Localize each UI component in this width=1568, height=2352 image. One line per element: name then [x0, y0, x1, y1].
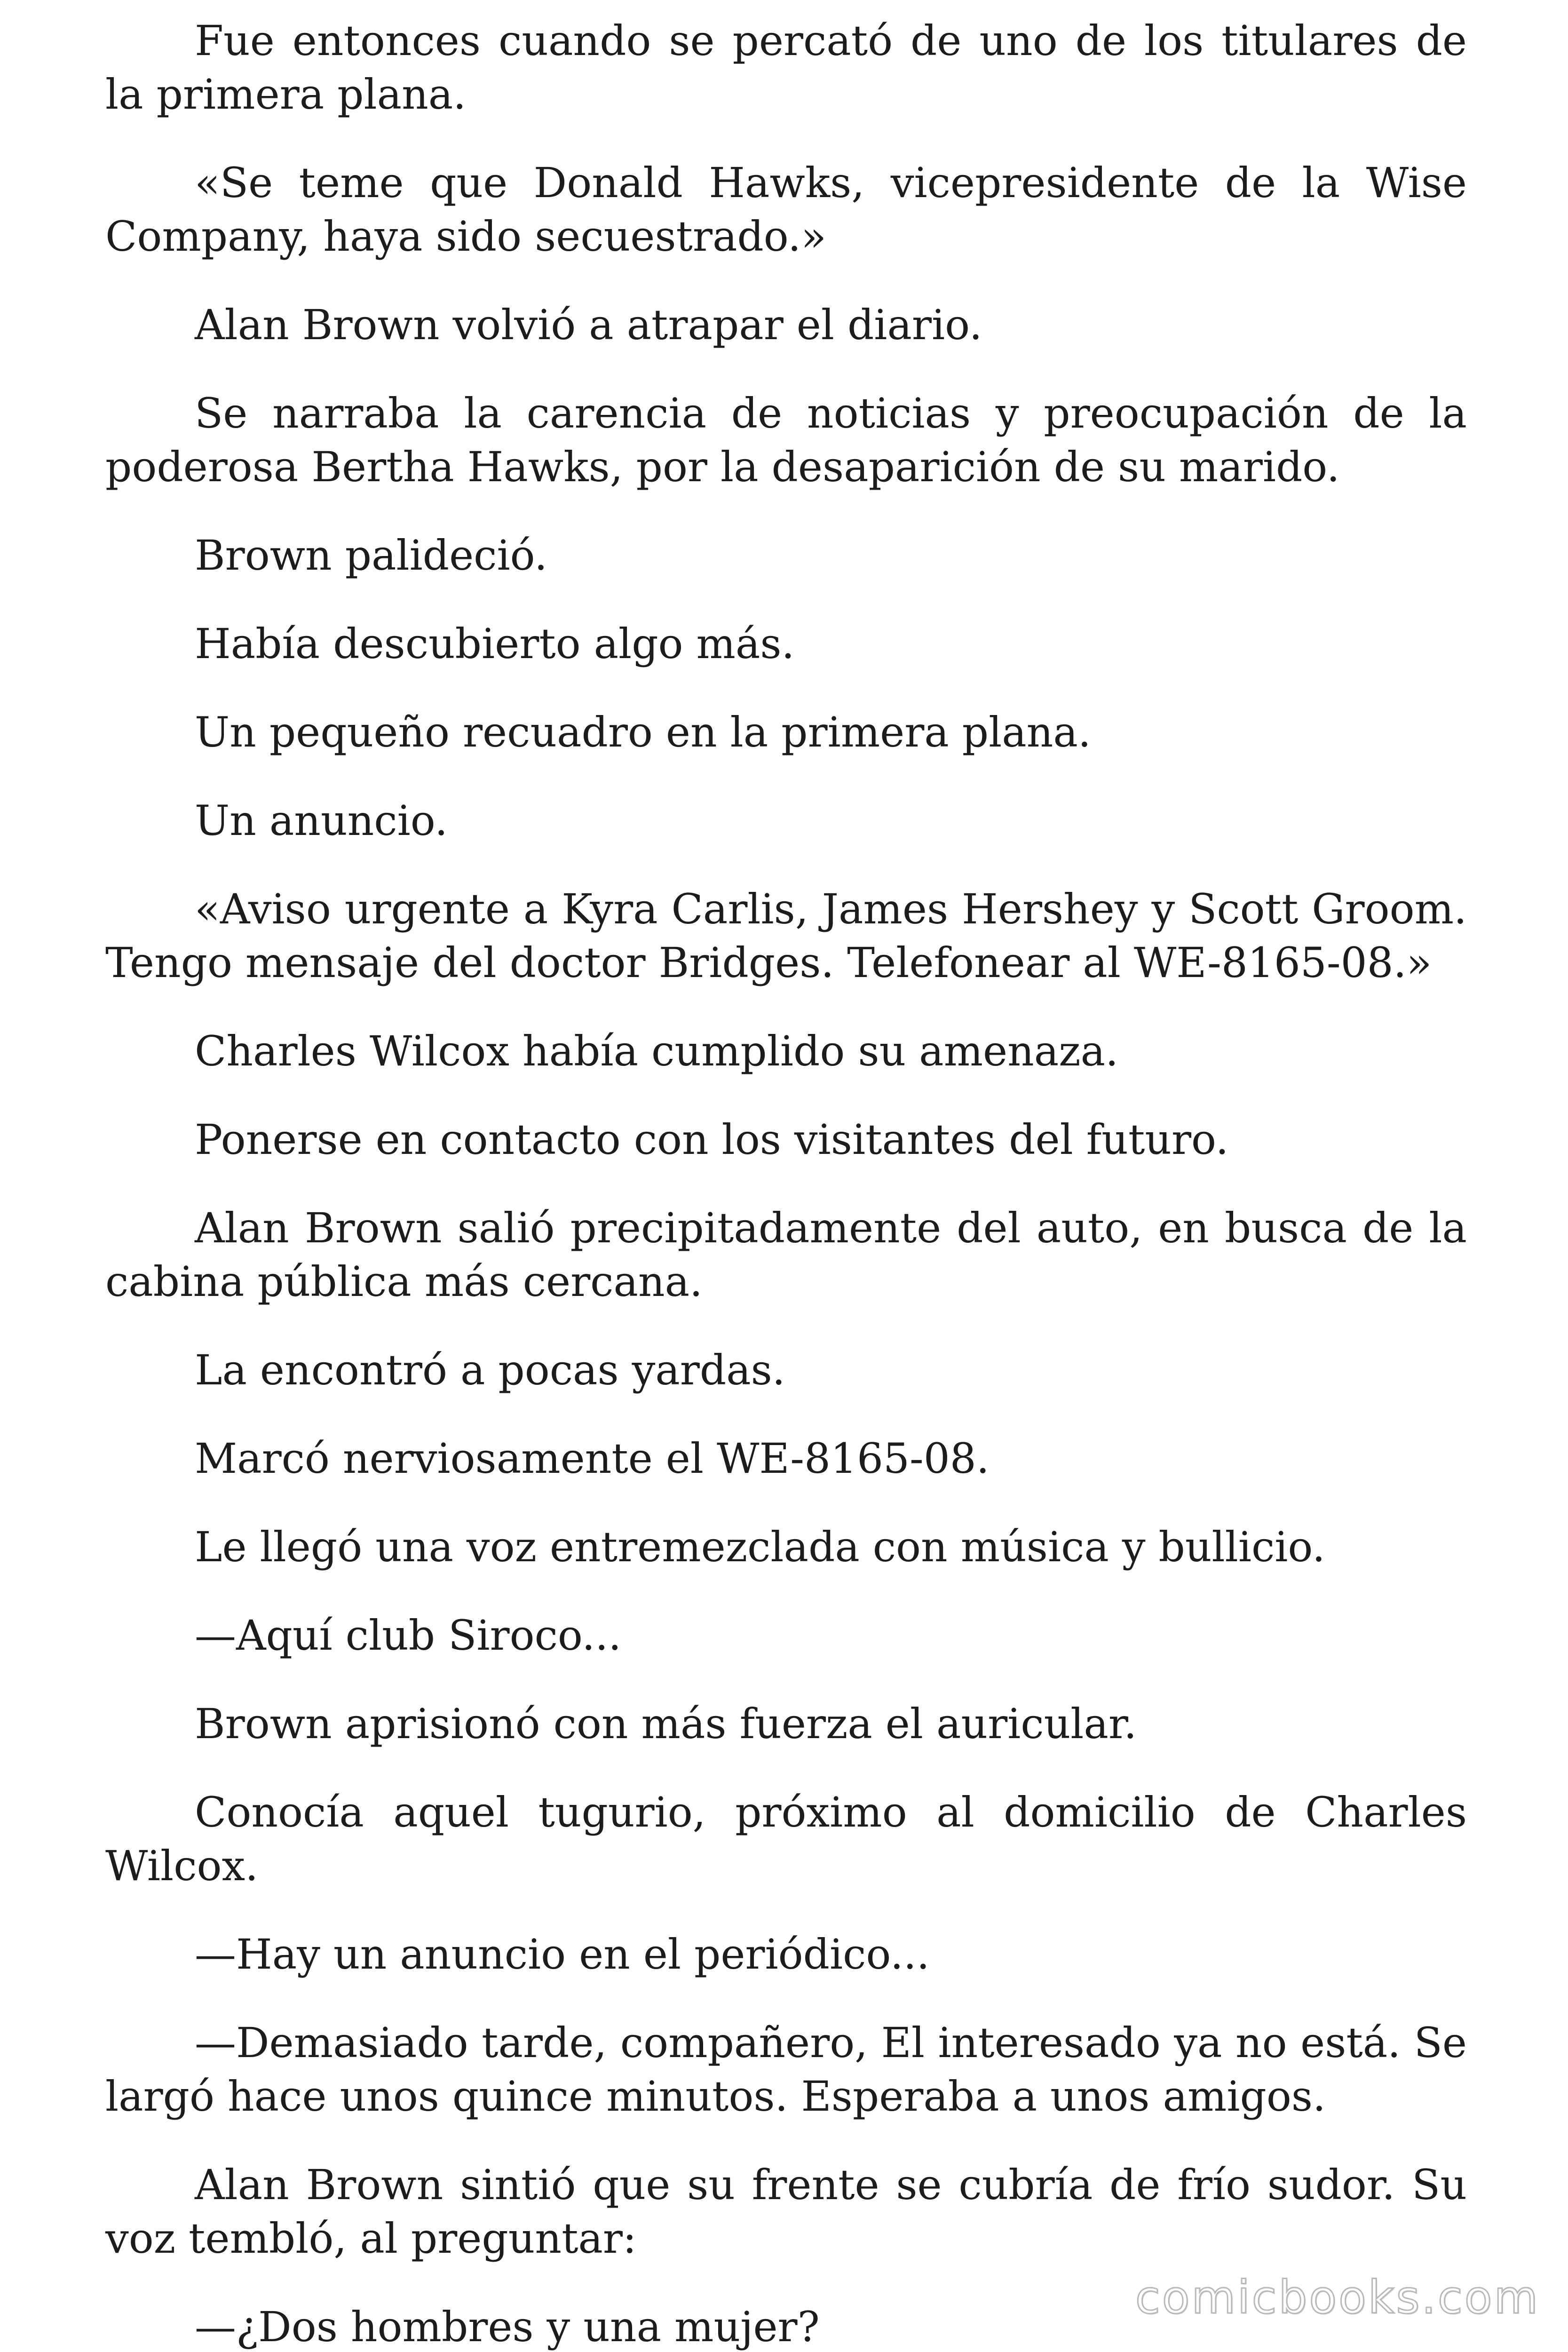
paragraph: Alan Brown sintió que su frente se cubría de frío sudor. Su voz tembló, al preguntar: — [105, 2161, 1467, 2263]
paragraph: «Aviso urgente a Kyra Carlis, James Hershey y Scott Groom. Tengo mensaje del doctor Bridges. Telefonear al WE-8165-08.» — [105, 885, 1467, 987]
paragraph: Se narraba la carencia de noticias y preocupación de la poderosa Bertha Hawks, por la desaparición de su marido. — [105, 389, 1467, 491]
paragraph: «Se teme que Donald Hawks, vicepresidente de la Wise Company, haya sido secuestrado.» — [105, 159, 1467, 261]
paragraph: Brown palideció. — [195, 531, 548, 580]
paragraph: —Hay un anuncio en el periódico... — [195, 1930, 930, 1979]
page-body — [105, 14, 1467, 2352]
paragraph: Marcó nerviosamente el WE-8165-08. — [195, 1434, 990, 1483]
paragraph: —¿Dos hombres y una mujer? — [195, 2303, 820, 2351]
paragraph: Ponerse en contacto con los visitantes del futuro. — [195, 1115, 1229, 1164]
paragraph: Un anuncio. — [195, 796, 448, 845]
paragraph: Le llegó una voz entremezclada con música y bullicio. — [195, 1523, 1325, 1571]
paragraph: Alan Brown volvió a atrapar el diario. — [195, 301, 982, 349]
paragraph: Fue entonces cuando se percató de uno de los titulares de la primera plana. — [105, 16, 1467, 119]
paragraph: —Aquí club Siroco... — [195, 1611, 622, 1660]
watermark: comicbooks.com — [1135, 2271, 1540, 2324]
paragraph: Un pequeño recuadro en la primera plana. — [195, 708, 1091, 756]
paragraph: Conocía aquel tugurio, próximo al domicilio de Charles Wilcox. — [105, 1788, 1467, 1890]
paragraph: Brown aprisionó con más fuerza el auricular. — [195, 1700, 1137, 1748]
paragraph: Alan Brown salió precipitadamente del auto, en busca de la cabina pública más cercana. — [105, 1204, 1467, 1306]
paragraph: Había descubierto algo más. — [195, 620, 795, 668]
paragraph: —Demasiado tarde, compañero, El interesado ya no está. Se largó hace unos quince minutos. Esperaba a unos amigos. — [105, 2018, 1467, 2121]
paragraph: La encontró a pocas yardas. — [195, 1346, 785, 1394]
paragraph: Charles Wilcox había cumplido su amenaza. — [195, 1027, 1119, 1075]
